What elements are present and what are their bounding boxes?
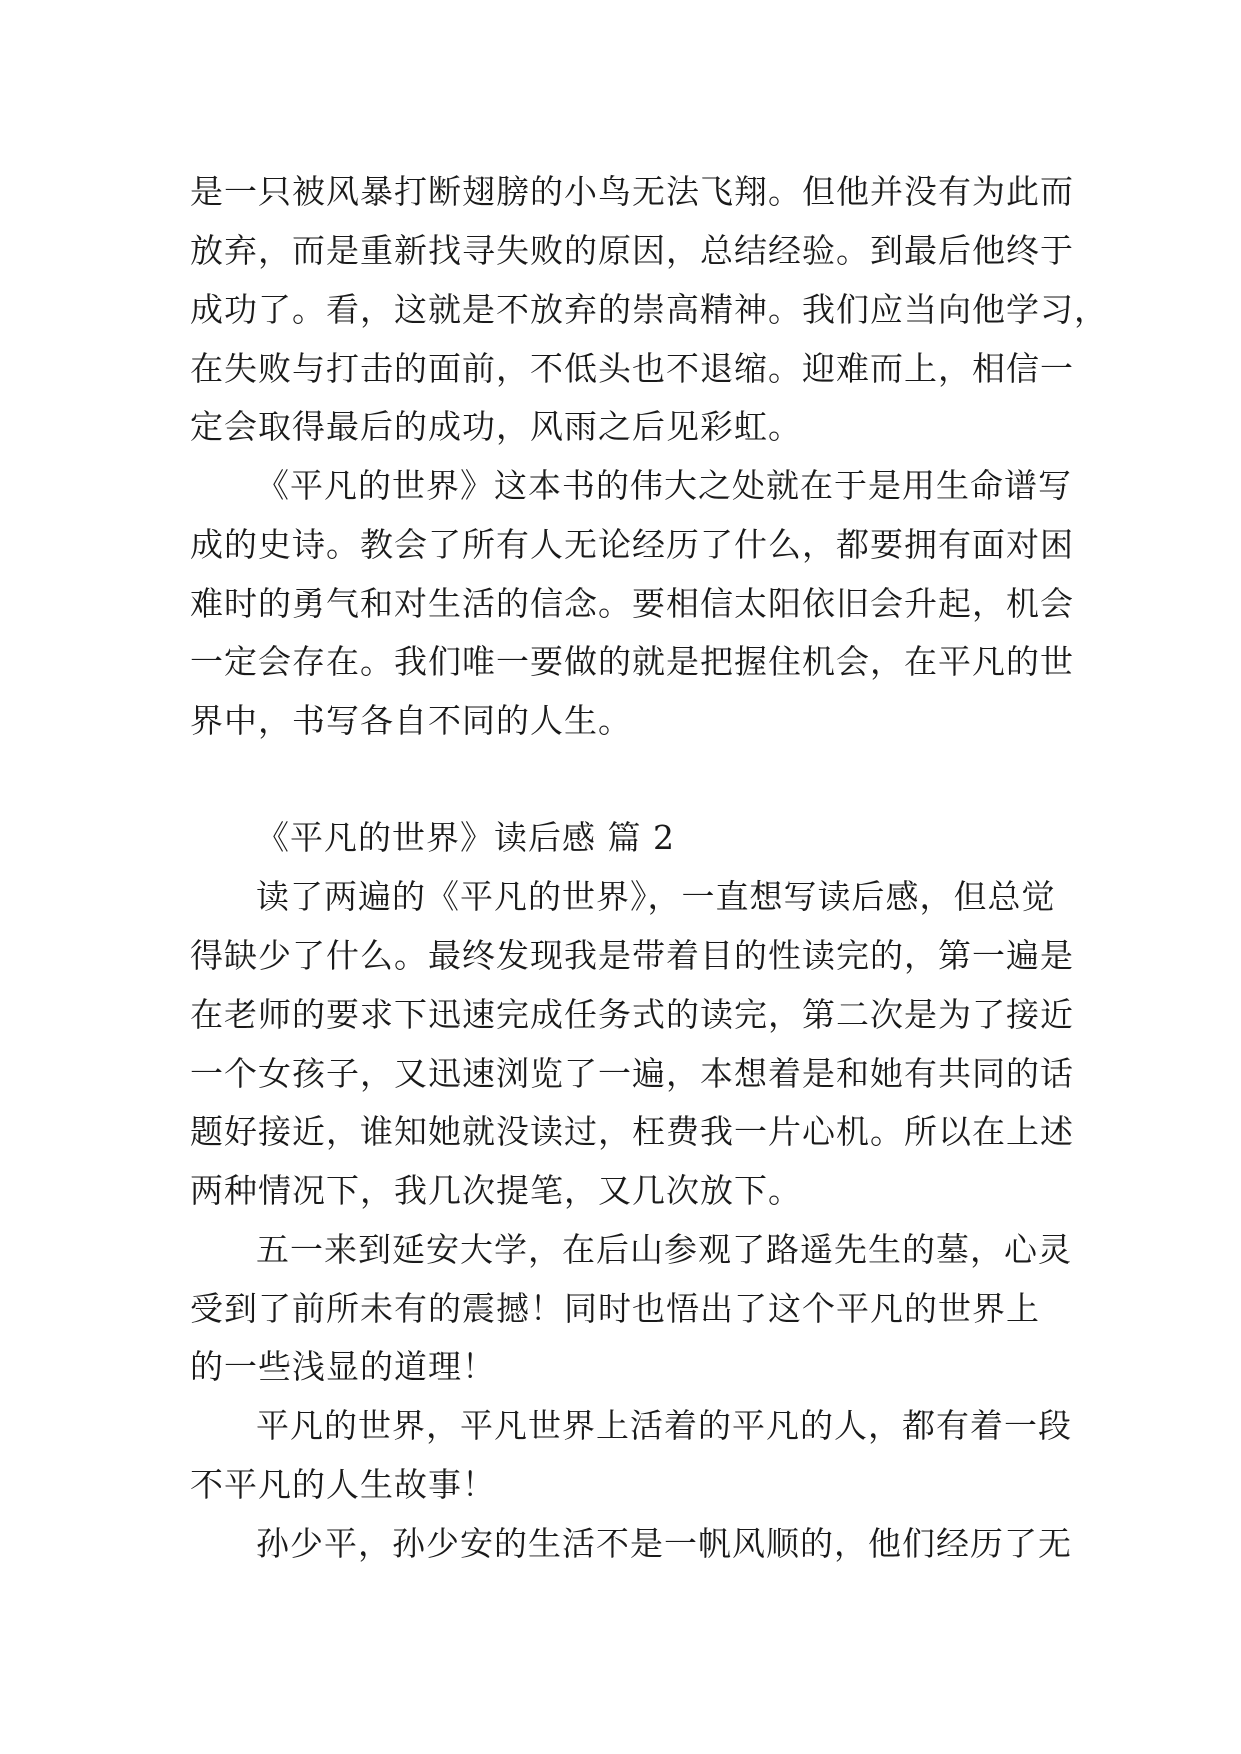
paragraph-3-line: 两种情况下，我几次提笔，又几次放下。 xyxy=(190,1171,802,1210)
paragraph-3-line: 在老师的要求下迅速完成任务式的读完，第二次是为了接近 xyxy=(190,995,1074,1034)
paragraph-1-line: 放弃，而是重新找寻失败的原因，总结经验。到最后他终于 xyxy=(190,231,1074,270)
paragraph-2-line: 《平凡的世界》这本书的伟大之处就在于是用生命谱写 xyxy=(256,466,1072,505)
paragraph-2-line: 一定会存在。我们唯一要做的就是把握住机会，在平凡的世 xyxy=(190,642,1074,681)
paragraph-2-line: 界中，书写各自不同的人生。 xyxy=(190,701,632,740)
paragraph-5-line: 不平凡的人生故事！ xyxy=(190,1465,496,1504)
paragraph-4-line: 受到了前所未有的震撼！同时也悟出了这个平凡的世界上 xyxy=(190,1289,1040,1328)
paragraph-1-line: 是一只被风暴打断翅膀的小鸟无法飞翔。但他并没有为此而 xyxy=(190,172,1074,211)
paragraph-1-line: 成功了。看，这就是不放弃的崇高精神。我们应当向他学习， xyxy=(190,290,1108,329)
paragraph-1-line: 在失败与打击的面前，不低头也不退缩。迎难而上，相信一 xyxy=(190,349,1074,388)
paragraph-1-line: 定会取得最后的成功，风雨之后见彩虹。 xyxy=(190,407,802,446)
paragraph-5-line: 平凡的世界，平凡世界上活着的平凡的人，都有着一段 xyxy=(256,1406,1072,1445)
paragraph-3-line: 一个女孩子，又迅速浏览了一遍，本想着是和她有共同的话 xyxy=(190,1054,1074,1093)
paragraph-4-line: 五一来到延安大学，在后山参观了路遥先生的墓，心灵 xyxy=(256,1230,1072,1269)
section-heading: 《平凡的世界》读后感 篇 2 xyxy=(256,818,675,857)
paragraph-3-line: 读了两遍的《平凡的世界》，一直想写读后感，但总觉 xyxy=(256,877,1056,916)
paragraph-2-line: 难时的勇气和对生活的信念。要相信太阳依旧会升起，机会 xyxy=(190,584,1074,623)
paragraph-3-line: 得缺少了什么。最终发现我是带着目的性读完的，第一遍是 xyxy=(190,936,1074,975)
paragraph-3-line: 题好接近，谁知她就没读过，枉费我一片心机。所以在上述 xyxy=(190,1112,1074,1151)
paragraph-6-line: 孙少平，孙少安的生活不是一帆风顺的，他们经历了无 xyxy=(256,1524,1072,1563)
paragraph-2-line: 成的史诗。教会了所有人无论经历了什么，都要拥有面对困 xyxy=(190,525,1074,564)
paragraph-4-line: 的一些浅显的道理！ xyxy=(190,1347,496,1386)
